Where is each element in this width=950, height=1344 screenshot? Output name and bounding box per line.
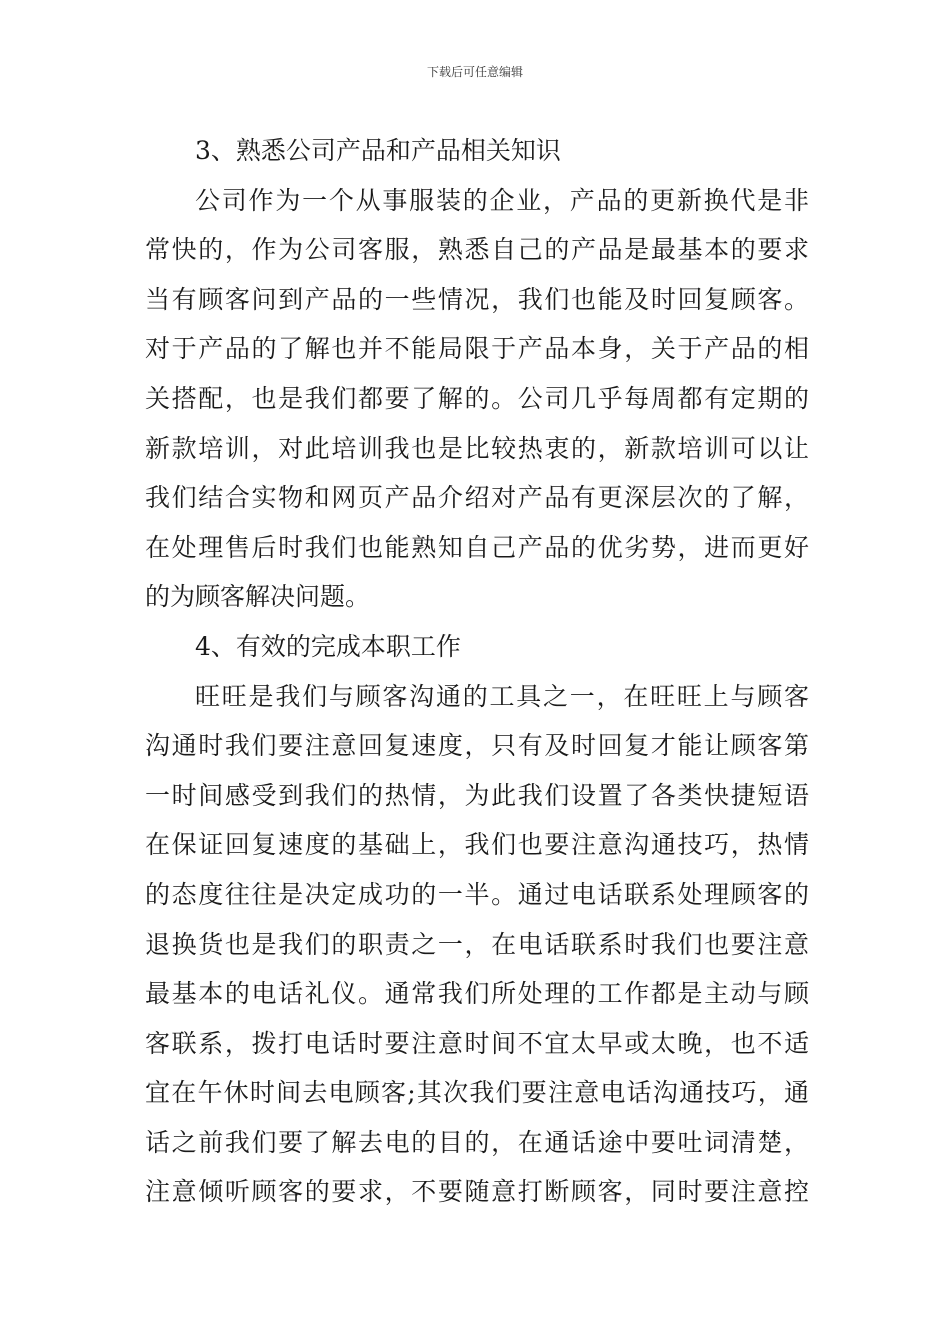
paragraph-line: 当有顾客问到产品的一些情况，我们也能及时回复顾客。 bbox=[145, 284, 809, 314]
paragraph-line: 新款培训，对此培训我也是比较热衷的，新款培训可以让 bbox=[145, 433, 809, 463]
document-body bbox=[145, 126, 809, 1217]
paragraph-line: 注意倾听顾客的要求，不要随意打断顾客，同时要注意控 bbox=[145, 1177, 809, 1207]
paragraph-line: 沟通时我们要注意回复速度，只有及时回复才能让顾客第 bbox=[145, 731, 809, 761]
section-heading: 3、熟悉公司产品和产品相关知识 bbox=[195, 136, 561, 165]
section-heading: 4、有效的完成本职工作 bbox=[195, 631, 461, 661]
paragraph-line: 我们结合实物和网页产品介绍对产品有更深层次的了解， bbox=[145, 483, 809, 513]
paragraph-line: 的态度往往是决定成功的一半。通过电话联系处理顾客的 bbox=[145, 879, 809, 909]
page-header: 下载后可任意编辑 bbox=[426, 65, 523, 79]
paragraph-line: 在处理售后时我们也能熟知自己产品的优劣势，进而更好 bbox=[145, 532, 809, 562]
paragraph-line: 话之前我们要了解去电的目的，在通话途中要吐词清楚， bbox=[145, 1127, 809, 1157]
paragraph-line: 对于产品的了解也并不能局限于产品本身，关于产品的相 bbox=[145, 334, 809, 364]
paragraph-line: 公司作为一个从事服装的企业，产品的更新换代是非 bbox=[195, 185, 809, 215]
paragraph-line: 客联系，拨打电话时要注意时间不宜太早或太晚，也不适 bbox=[145, 1028, 809, 1058]
paragraph-line: 一时间感受到我们的热情，为此我们设置了各类快捷短语 bbox=[145, 780, 809, 810]
paragraph-line: 旺旺是我们与顾客沟通的工具之一，在旺旺上与顾客 bbox=[195, 681, 809, 711]
paragraph-line: 常快的，作为公司客服，熟悉自己的产品是最基本的要求 bbox=[145, 235, 809, 265]
paragraph-line: 的为顾客解决问题。 bbox=[145, 582, 371, 612]
paragraph-line: 关搭配，也是我们都要了解的。公司几乎每周都有定期的 bbox=[145, 383, 809, 413]
paragraph-line: 退换货也是我们的职责之一，在电话联系时我们也要注意 bbox=[145, 929, 809, 959]
paragraph-line: 宜在午休时间去电顾客;其次我们要注意电话沟通技巧，通 bbox=[145, 1078, 809, 1108]
paragraph-line: 在保证回复速度的基础上，我们也要注意沟通技巧，热情 bbox=[145, 830, 809, 860]
paragraph-line: 最基本的电话礼仪。通常我们所处理的工作都是主动与顾 bbox=[145, 979, 809, 1009]
